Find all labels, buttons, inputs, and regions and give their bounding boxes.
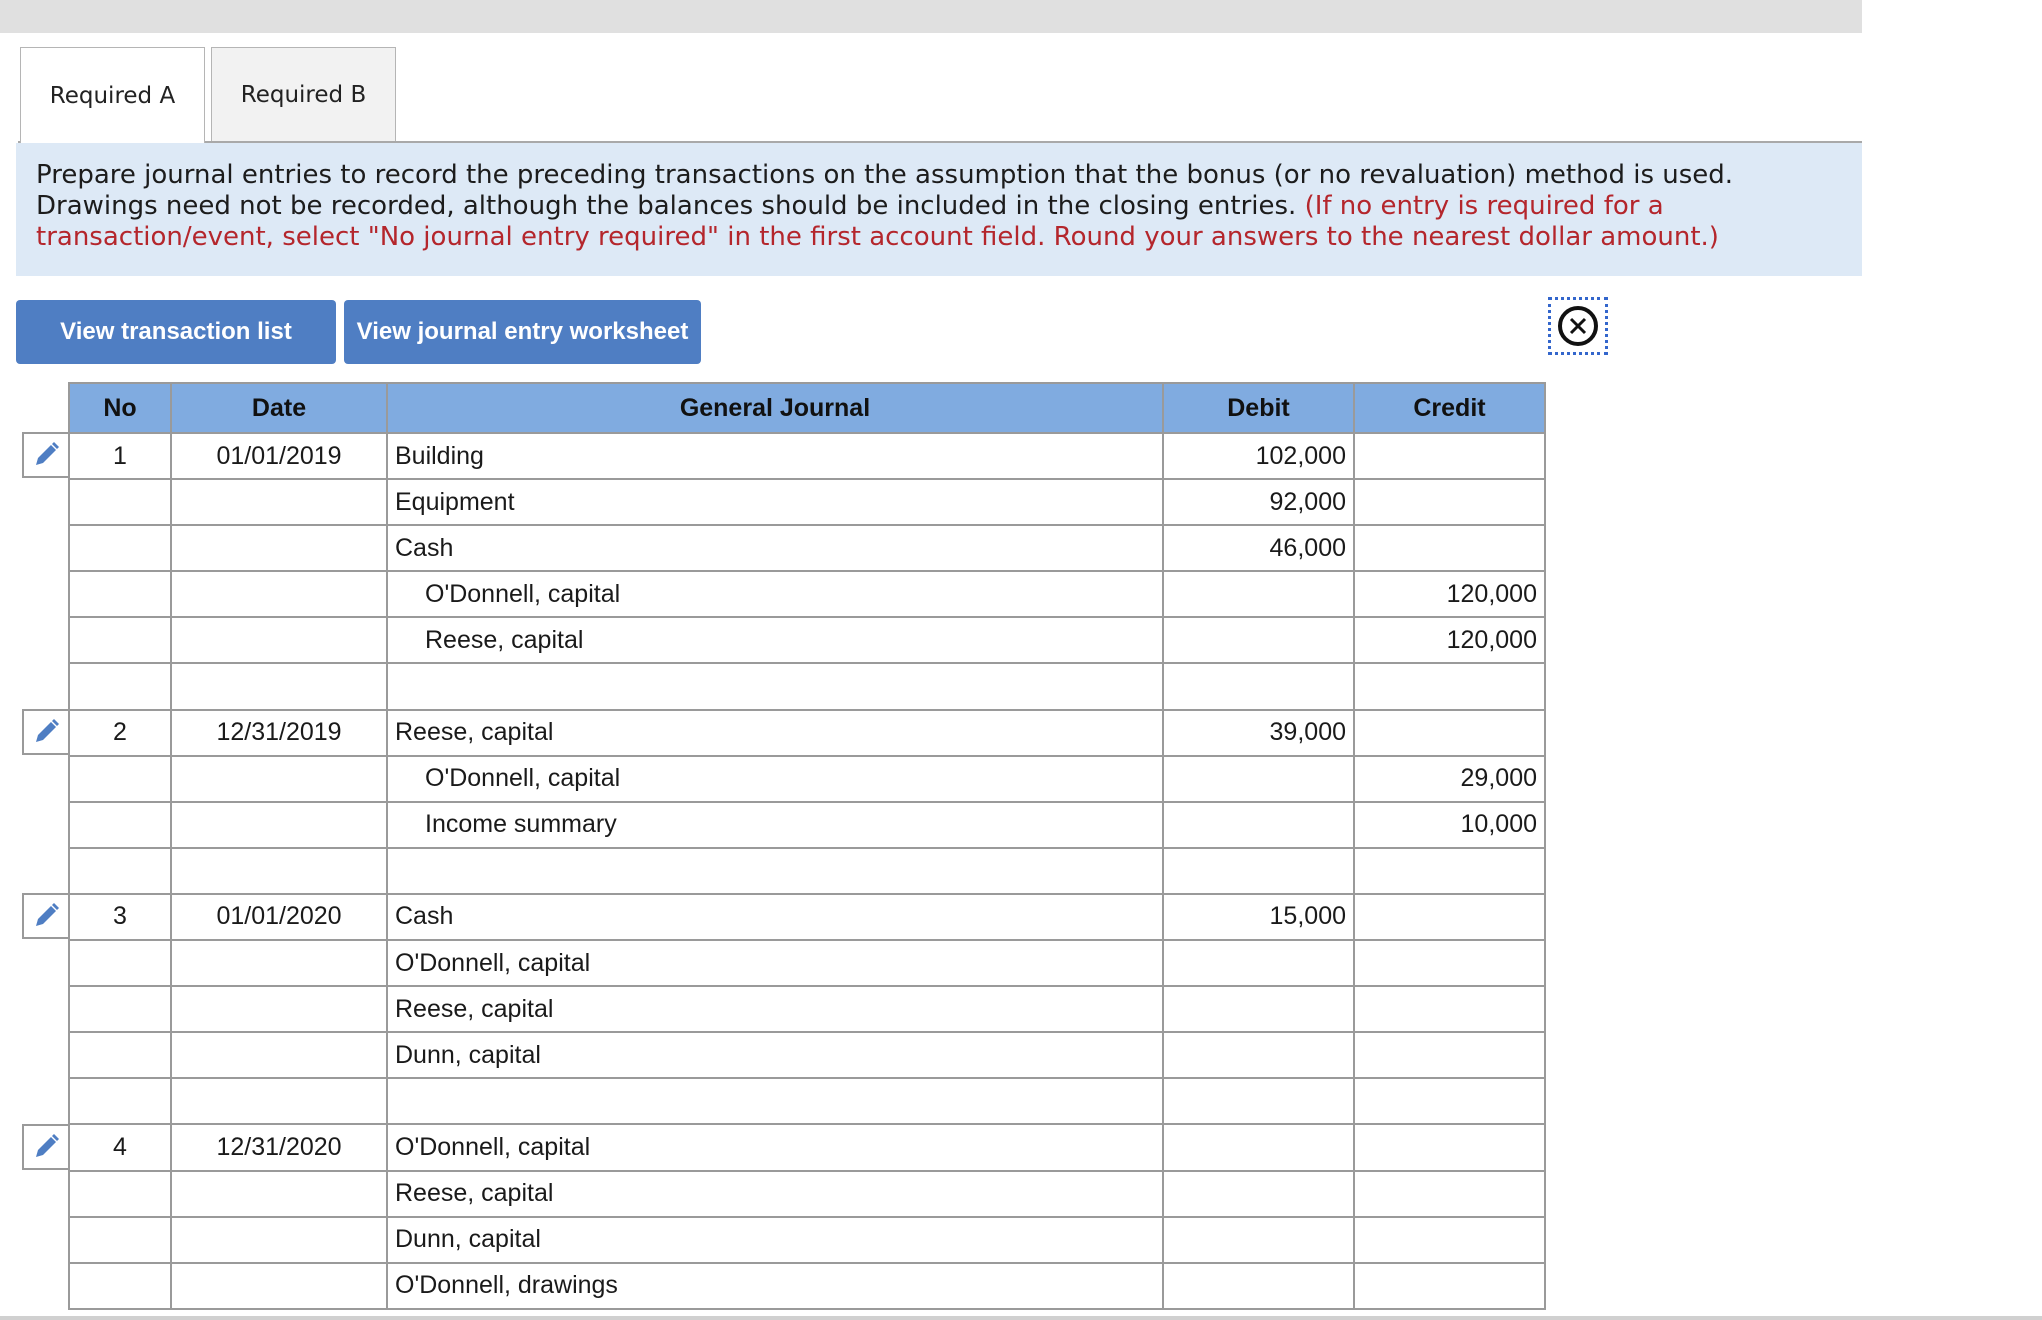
instructions-panel <box>16 143 1862 276</box>
debit-cell <box>1163 848 1354 894</box>
journal-row <box>69 1171 1545 1217</box>
row-number: 3 <box>69 894 171 940</box>
credit-cell <box>1354 433 1545 479</box>
row-number <box>69 986 171 1032</box>
journal-row <box>69 1078 1545 1124</box>
account-cell: O'Donnell, capital <box>387 756 1163 802</box>
row-number <box>69 525 171 571</box>
row-number: 2 <box>69 710 171 756</box>
row-number: 1 <box>69 433 171 479</box>
journal-row <box>69 940 1545 986</box>
journal-row <box>69 663 1545 709</box>
credit-cell <box>1354 1032 1545 1078</box>
header-general-journal: General Journal <box>387 383 1163 433</box>
debit-cell <box>1163 663 1354 709</box>
edit-entry-button[interactable] <box>22 1124 68 1170</box>
credit-cell <box>1354 1217 1545 1263</box>
general-journal-table <box>68 382 1546 1310</box>
debit-cell: 15,000 <box>1163 894 1354 940</box>
row-date <box>171 1171 387 1217</box>
journal-row <box>69 1263 1545 1309</box>
edit-entry-button[interactable] <box>22 893 68 939</box>
debit-cell: 46,000 <box>1163 525 1354 571</box>
row-date <box>171 1217 387 1263</box>
pencil-icon <box>31 1132 61 1162</box>
debit-cell <box>1163 571 1354 617</box>
debit-cell: 39,000 <box>1163 710 1354 756</box>
credit-cell <box>1354 1078 1545 1124</box>
pencil-icon <box>31 440 61 470</box>
debit-cell <box>1163 802 1354 848</box>
account-cell: Dunn, capital <box>387 1217 1163 1263</box>
journal-row <box>69 986 1545 1032</box>
account-cell <box>387 663 1163 709</box>
debit-cell <box>1163 1217 1354 1263</box>
row-date <box>171 1078 387 1124</box>
row-date <box>171 663 387 709</box>
journal-row <box>69 1124 1545 1170</box>
credit-cell: 120,000 <box>1354 617 1545 663</box>
account-cell: Reese, capital <box>387 1171 1163 1217</box>
debit-cell <box>1163 1032 1354 1078</box>
row-number: 4 <box>69 1124 171 1170</box>
row-date <box>171 802 387 848</box>
header-date: Date <box>171 383 387 433</box>
journal-row <box>69 894 1545 940</box>
account-cell <box>387 1078 1163 1124</box>
close-circle-icon <box>1556 304 1600 348</box>
view-transaction-list-button[interactable]: View transaction list <box>16 300 336 364</box>
journal-row <box>69 848 1545 894</box>
account-cell <box>387 848 1163 894</box>
row-date: 01/01/2020 <box>171 894 387 940</box>
account-cell: Reese, capital <box>387 986 1163 1032</box>
journal-row <box>69 710 1545 756</box>
top-bar <box>0 0 1862 33</box>
journal-row <box>69 1217 1545 1263</box>
row-date <box>171 617 387 663</box>
header-credit: Credit <box>1354 383 1545 433</box>
row-date <box>171 525 387 571</box>
row-number <box>69 617 171 663</box>
credit-cell <box>1354 1263 1545 1309</box>
credit-cell <box>1354 1124 1545 1170</box>
pencil-icon <box>31 717 61 747</box>
debit-cell <box>1163 756 1354 802</box>
journal-row <box>69 756 1545 802</box>
pencil-icon <box>31 901 61 931</box>
credit-cell <box>1354 940 1545 986</box>
account-cell: O'Donnell, capital <box>387 571 1163 617</box>
debit-cell: 102,000 <box>1163 433 1354 479</box>
row-number <box>69 756 171 802</box>
tab-required-b[interactable]: Required B <box>211 47 396 141</box>
close-button[interactable] <box>1548 297 1608 355</box>
debit-cell: 92,000 <box>1163 479 1354 525</box>
row-number <box>69 1032 171 1078</box>
row-number <box>69 1171 171 1217</box>
row-date <box>171 479 387 525</box>
row-number <box>69 571 171 617</box>
account-cell: Cash <box>387 894 1163 940</box>
credit-cell <box>1354 663 1545 709</box>
instructions-note: (If no entry is required for a transaction/event, select "No journal entry required" in the first account field. Round your answers to the nearest dollar amount.) <box>36 191 1719 252</box>
debit-cell <box>1163 1078 1354 1124</box>
credit-cell <box>1354 986 1545 1032</box>
row-number <box>69 1217 171 1263</box>
credit-cell <box>1354 525 1545 571</box>
account-cell: O'Donnell, drawings <box>387 1263 1163 1309</box>
account-cell: O'Donnell, capital <box>387 1124 1163 1170</box>
account-cell: Reese, capital <box>387 710 1163 756</box>
credit-cell <box>1354 1171 1545 1217</box>
debit-cell <box>1163 1124 1354 1170</box>
journal-row <box>69 479 1545 525</box>
debit-cell <box>1163 1263 1354 1309</box>
journal-row <box>69 802 1545 848</box>
row-number <box>69 802 171 848</box>
account-cell: Reese, capital <box>387 617 1163 663</box>
debit-cell <box>1163 617 1354 663</box>
debit-cell <box>1163 1171 1354 1217</box>
account-cell: Equipment <box>387 479 1163 525</box>
row-number <box>69 663 171 709</box>
row-number <box>69 479 171 525</box>
row-number <box>69 1078 171 1124</box>
credit-cell <box>1354 710 1545 756</box>
edit-entry-button[interactable] <box>22 709 68 755</box>
credit-cell <box>1354 479 1545 525</box>
row-number <box>69 1263 171 1309</box>
journal-row <box>69 571 1545 617</box>
tab-required-a[interactable]: Required A <box>20 47 205 143</box>
row-date <box>171 1263 387 1309</box>
journal-row <box>69 433 1545 479</box>
view-journal-entry-worksheet-button[interactable]: View journal entry worksheet <box>344 300 701 364</box>
account-cell: Dunn, capital <box>387 1032 1163 1078</box>
credit-cell: 10,000 <box>1354 802 1545 848</box>
credit-cell: 29,000 <box>1354 756 1545 802</box>
row-date <box>171 940 387 986</box>
account-cell: Building <box>387 433 1163 479</box>
row-date <box>171 986 387 1032</box>
credit-cell <box>1354 894 1545 940</box>
account-cell: O'Donnell, capital <box>387 940 1163 986</box>
instructions-text: Prepare journal entries to record the preceding transactions on the assumption that the bonus (or no revaluation) method is used. Drawings need not be recorded, although the balances should be included in the closing entries. <box>36 160 1734 221</box>
credit-cell: 120,000 <box>1354 571 1545 617</box>
row-date: 12/31/2020 <box>171 1124 387 1170</box>
debit-cell <box>1163 986 1354 1032</box>
row-date: 01/01/2019 <box>171 433 387 479</box>
row-date <box>171 848 387 894</box>
journal-row <box>69 525 1545 571</box>
journal-row <box>69 617 1545 663</box>
journal-row <box>69 1032 1545 1078</box>
journal-header-row <box>69 383 1545 433</box>
account-cell: Income summary <box>387 802 1163 848</box>
row-date: 12/31/2019 <box>171 710 387 756</box>
debit-cell <box>1163 940 1354 986</box>
row-number <box>69 848 171 894</box>
row-date <box>171 756 387 802</box>
row-date <box>171 571 387 617</box>
header-no: No <box>69 383 171 433</box>
row-date <box>171 1032 387 1078</box>
credit-cell <box>1354 848 1545 894</box>
footer-divider <box>0 1316 2042 1320</box>
account-cell: Cash <box>387 525 1163 571</box>
header-debit: Debit <box>1163 383 1354 433</box>
edit-entry-button[interactable] <box>22 432 68 478</box>
row-number <box>69 940 171 986</box>
